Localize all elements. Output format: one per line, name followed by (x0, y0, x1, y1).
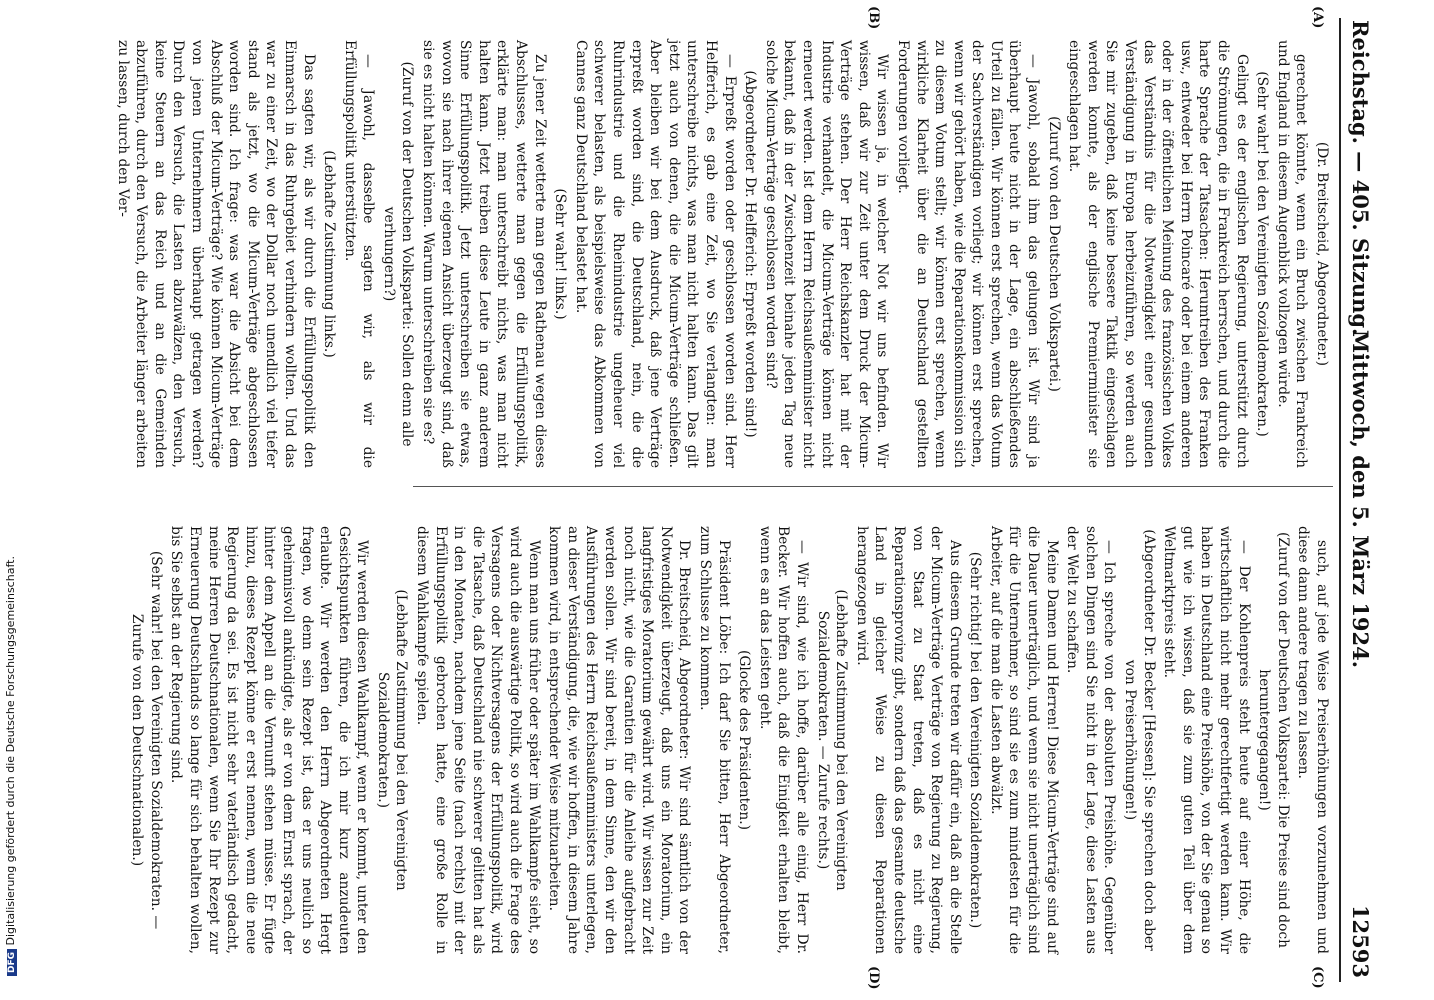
margin-mark-b: (B) (866, 6, 881, 30)
header-center: Mittwoch, den 5. März 1924. (1348, 329, 1373, 669)
paragraph: Wir wissen ja, in welcher Not wir uns befinden. Wir wissen, daß wir zur Zeit unter dem Druck der Micum-Verträge stehen. Der Herr Reichskanzler hat mit der Industrie verhandelt, die Micum-Verträge können nicht erneuert werden. Ist dem Herrn Reichsaußenminister nicht bekannt, daß in der Zwischenzeit beinahe jeden Tag neue solche Micum-Verträge geschlossen worden sind? (762, 40, 891, 468)
paragraph: (Abgeordneter Dr. Helfferich: Erpreßt worden sind!) (742, 70, 759, 438)
paragraph: — Jawohl, dasselbe sagten wir, als wir die Erfüllungspolitik unterstützten. (341, 40, 377, 468)
right-column (126, 526, 1331, 954)
paragraph: (Zuruf von der Deutschen Volkspartei: Die Preise sind doch heruntergegangen!) (1256, 531, 1291, 949)
paragraph: (Sehr wahr! links.) (552, 188, 569, 320)
margin-mark-d: (D) (866, 966, 881, 990)
paragraph: (Lebhafte Zustimmung links.) (321, 150, 338, 358)
paragraph: (Abgeordneter Dr. Becker [Hessen]: Sie sprechen doch aber von Preiserhöhungen!) (1122, 529, 1157, 951)
column-separator (413, 486, 1333, 487)
left-column (111, 40, 1331, 468)
paragraph: (Glocke des Präsidenten.) (736, 649, 753, 831)
header-rule (1339, 18, 1341, 982)
paragraph: Aus diesem Grunde treten wir dafür ein, daß an die Stelle der Micum-Verträge Verträge von Regierung zu Regierung, von Staat zu Staat treten, daß es nicht eine Reparationsprovinz gibt, sondern daß das gesamte deutsche Land in gleicher Weise zu diesen Reparationen herangezogen wird. (853, 526, 963, 954)
margin-mark-a: (A) (1310, 6, 1325, 29)
paragraph: — Jawohl, sobald ihm das gelungen ist. Wir sind ja überhaupt heute nicht in der Lage, ein abschließendes Urteil zu fällen. Wir können erst sprechen, wenn das Votum der Sachverständigen vorliegt; wir können erst sprechen, wenn wir gehört haben, wie die Reparationskommission sich zu diesem Votum stellt; wir können erst sprechen, wenn wirkliche Klarheit über die an Deutschland gestellten Forderungen vorliegt. (894, 40, 1042, 468)
paragraph: (Sehr richtig! bei den Vereinigten Sozialdemokraten.) (967, 551, 984, 929)
paragraph: such, auf jede Weise Preiserhöhungen vorzunehmen und diese dann andere tragen zu lassen. (1295, 526, 1330, 954)
paragraph: Wenn man uns früher oder später im Wahlkampfe sieht, so wird auch die auswärtige Politik, so wird auch die Frage des Versagens oder Nichtversagens der Erfüllungspolitik, wird die Tatsache, daß Deutschland nie schwerer gelitten hat als in den Monaten, nachdem jene Seite (nach rechts) mit der Erfüllungspolitik gebrochen hatte, eine große Rolle in diesem Wahlkampfe spielen. (414, 526, 542, 954)
paragraph: Das sagten wir, als wir durch die Erfüllungspolitik den Einmarsch in das Ruhrgebiet verhindern wollten. Und das war zu einer Zeit, wo der Dollar noch unendlich viel tiefer stand als jetzt, wo die Micum-Verträge abgeschlossen worden sind. Ich frage: was war die Absicht bei dem Abschluß der Micum-Verträge? Wie können Micum-Verträge von jenen Unternehmern überhaupt getragen werden? Durch den Versuch, die Lasten abzuwälzen, den Versuch, keine Steuern an das Reich und an die Gemeinden abzuführen, durch den Versuch, die Arbeiter länger arbeiten zu lassen, durch den Ver- (114, 40, 317, 468)
paragraph: (Zuruf von der Deutschen Volkspartei: Sollen denn alle verhungern?) (380, 61, 416, 447)
page-number: 12593 (1348, 904, 1373, 978)
paragraph: — Der Kohlenpreis steht heute auf einer Höhe, die wirtschaftlich nicht mehr gerechtfertigt werden kann. Wir haben in Deutschland eine Preishöhe, von der Sie genau so gut wie ich wissen, daß sie zum guten Teil über dem Weltmarktpreis steht. (1161, 526, 1252, 954)
paragraph: Zu jener Zeit wetterte man gegen Rathenau wegen dieses Abschlusses, wetterte man gegen die Erfüllungspolitik, erklärte man: man unterschreibt nichts, was man nicht halten kann. Jetzt treiben diese Leute in ganz anderem Sinne Erfüllungspolitik. Jetzt unterschreiben sie etwas, wovon sie nach ihrer eigenen Ansicht überzeugt sind, daß sie es nicht halten können. Warum unterschreiben sie es? (420, 40, 548, 468)
paragraph: Präsident Löbe: Ich darf Sie bitten, Herr Abgeordneter, zum Schlusse zu kommen. (697, 526, 732, 954)
paragraph: (Sehr wahr! bei den Vereinigten Sozialdemokraten.) (1254, 71, 1271, 437)
dfg-logo: DFG (7, 949, 17, 976)
paragraph: — Ich spreche von der absoluten Preishöhe. Gegenüber solchen Dingen sind Sie nicht in der Lage, diese Lasten aus der Welt zu schaffen. (1064, 526, 1118, 954)
credit-text: Digitalisierung gefördert durch die Deutsche Forschungsgemeinschaft. (4, 556, 17, 946)
paragraph: — Wir sind, wie ich hoffe, darüber alle einig, Herr Dr. Becker. Wir hoffen auch, daß die Einigkeit erhalten bleibt, wenn es an das Leisten geht. (756, 526, 810, 954)
paragraph: (Lebhafte Zustimmung bei den Vereinigten Sozialdemokraten.) (374, 589, 410, 891)
document-page (1, 0, 1381, 1000)
paragraph: Wir werden diesen Wahlkampf, wenn er kommt, unter den Gesichtspunkten führen, die ich mir kurz anzudeuten erlaubte. Wir werden den Herrn Abgeordneten Hergt fragen, wo denn sein Rezept ist, das er uns neulich so geheimnisvoll ankündigte, als er von dem Ernst sprach, der hinter dem Appell an die Vernunft stehen müsse. Er fügte hinzu, dieses Rezept könne er erst nennen, wenn die neue Regierung da sei. Es ist nicht sehr vaterländisch gedacht, meine Herren Deutschnationalen, wenn Sie Ihr Rezept zur Erneuerung Deutschlands so lange für sich behalten wollen, bis Sie selbst an der Regierung sind. (168, 526, 371, 954)
paragraph: gerechnet könnte, wenn ein Bruch zwischen Frankreich und England in diesem Augenblick vollzogen würde. (1274, 40, 1310, 468)
paragraph: (Dr. Breitscheid, Abgeordneter.) (1314, 141, 1330, 367)
paragraph: Gelingt es der englischen Regierung, unterstützt durch die Strömungen, die in Frankreich herrschen, und durch die harte Sprache der Tatsachen: Herumtreiben des Franken usw., entweder bei Herrn Poincaré oder bei einem anderen oder in der öffentlichen Meinung des französischen Volkes das Verständnis für die Notwendigkeit einer gesunden Verständigung in Europa herbeizuführen, so werden auch Sie mir zugeben, daß keine bessere Taktik eingeschlagen werden konnte, als der englische Premierminister sie eingeschlagen hat. (1066, 40, 1250, 468)
paragraph: (Sehr wahr! bei den Vereinigten Sozialdemokraten. — Zurufe von den Deutschnationalen.) (129, 550, 164, 930)
paragraph: (Lebhafte Zustimmung bei den Vereinigten Sozialdemokraten. — Zurufe rechts.) (814, 589, 850, 891)
digitization-credit (1, 4, 23, 994)
paragraph: — Erpreßt worden oder geschlossen worden sind. Herr Helfferich, es gab eine Zeit, wo Sie verlangten: man unterschreibe nichts, was man nicht halten kann. Das gilt jetzt auch von denen, die die Micum-Verträge schließen. Aber bleiben wir bei dem Ausdruck, daß jene Verträge erpreßt worden sind, die Deutschland, nein, die die Ruhrindustrie und die Rheinindustrie ungeheuer viel schwerer belasten, als beispielsweise das Abkommen von Cannes ganz Deutschland belastet hat. (572, 40, 738, 468)
margin-mark-c: (C) (1310, 966, 1325, 989)
paragraph: (Zuruf von den Deutschen Volkspartei.) (1045, 116, 1062, 392)
paragraph: Meine Damen und Herren! Diese Micum-Verträge sind auf die Dauer unerträglich, und wenn sie nicht unerträglich sind für die Unternehmer, so sind sie es zum mindesten für die Arbeiter, auf die man die Lasten abwälzt. (987, 526, 1060, 954)
header-left: Reichstag. — 405. Sitzung. (1348, 20, 1373, 336)
page-header (1343, 20, 1377, 978)
paragraph: Dr. Breitscheid, Abgeordneter: Wir sind sämtlich von der Notwendigkeit überzeugt, daß uns ein Moratorium, ein langfristiges Moratorium gewährt wird. Wir wissen zur Zeit noch nicht, wie die Garantien für die Anleihe aufgebracht werden sollen. Wir sind bereit, in dem Sinne, den wir den Ausführungen des Herrn Reichsaußenministers unterlegen, an dieser Verständigung, die, wie wir hoffen, in diesem Jahre kommen wird, in entsprechender Weise mitzuarbeiten. (546, 526, 693, 954)
